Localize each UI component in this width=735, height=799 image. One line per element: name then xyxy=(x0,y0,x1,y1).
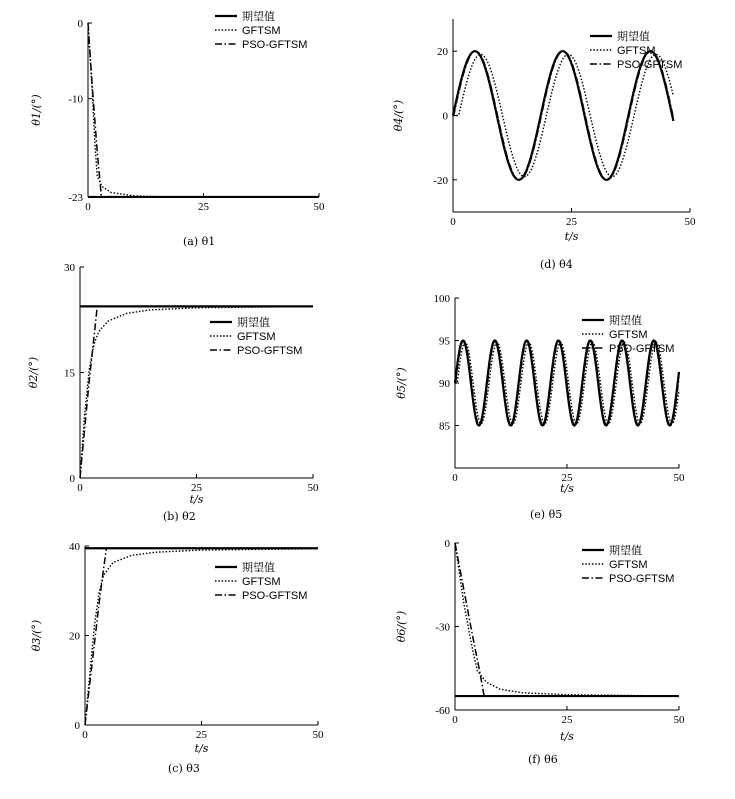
legend-label: GFTSM xyxy=(242,576,281,588)
y-tick-label: -60 xyxy=(435,705,450,717)
x-tick-label: 50 xyxy=(307,482,319,494)
x-tick-label: 0 xyxy=(85,201,91,213)
legend-label: PSO-GFTSM xyxy=(609,343,675,355)
legend-label: 期望值 xyxy=(242,562,275,574)
x-tick-label: 0 xyxy=(450,216,456,228)
y-tick-label: 0 xyxy=(77,18,83,30)
series-group xyxy=(85,548,318,725)
x-tick-label: 50 xyxy=(673,714,685,726)
y-tick-label: 90 xyxy=(439,378,450,390)
x-axis-label: t/s xyxy=(560,482,574,495)
y-tick-label: -10 xyxy=(68,93,83,106)
legend-label: 期望值 xyxy=(609,545,642,557)
subfigure-caption: (b) θ2 xyxy=(163,510,196,523)
chart-theta4 xyxy=(392,19,696,271)
y-tick-label: 40 xyxy=(69,541,80,553)
y-axis-label: θ5/(°) xyxy=(395,367,408,399)
y-tick-label: 100 xyxy=(433,293,450,305)
legend-label: PSO-GFTSM xyxy=(617,59,683,71)
y-tick-label: 20 xyxy=(437,46,448,59)
x-tick-label: 0 xyxy=(452,472,458,484)
x-axis-label: t/s xyxy=(194,742,209,755)
y-axis-label: θ3/(°) xyxy=(30,619,43,652)
x-tick-label: 25 xyxy=(566,216,577,228)
legend xyxy=(582,313,674,355)
y-tick-label: 0 xyxy=(442,110,448,123)
chart-theta2 xyxy=(27,262,319,523)
chart-theta5 xyxy=(395,293,685,521)
y-tick-label: 15 xyxy=(64,367,75,380)
y-tick-label: 0 xyxy=(444,538,450,550)
subfigure-caption: (e) θ5 xyxy=(530,508,563,521)
x-tick-label: 50 xyxy=(312,729,324,741)
y-axis-label: θ4/(°) xyxy=(392,99,405,132)
series-line-dotted xyxy=(85,549,318,725)
x-tick-label: 25 xyxy=(191,482,202,494)
chart-theta6 xyxy=(395,538,685,766)
chart-theta1 xyxy=(30,9,325,248)
legend-label: GFTSM xyxy=(242,25,281,37)
subfigure-caption: (a) θ1 xyxy=(183,235,216,248)
x-tick-label: 25 xyxy=(196,729,207,741)
subfigure-caption: (c) θ3 xyxy=(168,762,200,775)
legend xyxy=(210,315,302,357)
legend-label: GFTSM xyxy=(609,329,648,341)
x-tick-label: 0 xyxy=(82,729,88,741)
chart-theta3 xyxy=(30,541,324,775)
series-line-dotted xyxy=(80,306,313,478)
legend xyxy=(215,560,307,602)
series-group xyxy=(80,306,313,478)
x-tick-label: 50 xyxy=(673,472,685,484)
y-tick-label: 0 xyxy=(69,473,75,485)
legend xyxy=(590,29,682,71)
y-tick-label: 85 xyxy=(439,420,450,433)
x-tick-label: 0 xyxy=(452,714,458,726)
x-axis-label: t/s xyxy=(564,230,579,243)
x-axis-label: t/s xyxy=(189,493,204,506)
y-tick-label: 20 xyxy=(69,630,80,643)
legend-label: PSO-GFTSM xyxy=(237,345,303,357)
y-tick-label: 0 xyxy=(74,720,80,732)
legend-label: GFTSM xyxy=(237,331,276,343)
legend xyxy=(215,9,307,51)
y-tick-label: -23 xyxy=(68,192,83,204)
y-axis-label: θ6/(°) xyxy=(395,610,408,643)
y-axis-label: θ2/(°) xyxy=(27,356,40,389)
x-tick-label: 25 xyxy=(198,201,209,213)
y-tick-label: 30 xyxy=(64,262,75,274)
x-tick-label: 50 xyxy=(684,216,696,228)
x-tick-label: 0 xyxy=(77,482,83,494)
x-axis-label: t/s xyxy=(560,730,574,743)
legend-label: 期望值 xyxy=(237,317,270,329)
x-tick-label: 25 xyxy=(561,472,573,484)
x-tick-label: 50 xyxy=(313,201,325,213)
subfigure-caption: (d) θ4 xyxy=(540,258,573,271)
legend-label: 期望值 xyxy=(617,31,650,43)
y-tick-label: -20 xyxy=(433,174,448,187)
y-tick-label: -30 xyxy=(435,621,450,634)
subfigure-caption: (f) θ6 xyxy=(528,753,558,766)
series-line-dashdot xyxy=(85,548,318,725)
series-line-dashdot xyxy=(80,306,313,478)
legend-label: 期望值 xyxy=(242,11,275,23)
legend xyxy=(582,543,674,585)
legend-label: 期望值 xyxy=(609,315,642,327)
y-tick-label: 95 xyxy=(439,335,450,348)
legend-label: PSO-GFTSM xyxy=(242,590,308,602)
x-tick-label: 25 xyxy=(561,714,573,726)
legend-label: GFTSM xyxy=(617,45,656,57)
legend-label: GFTSM xyxy=(609,559,648,571)
legend-label: PSO-GFTSM xyxy=(609,573,675,585)
legend-label: PSO-GFTSM xyxy=(242,39,308,51)
y-axis-label: θ1/(°) xyxy=(30,94,43,126)
